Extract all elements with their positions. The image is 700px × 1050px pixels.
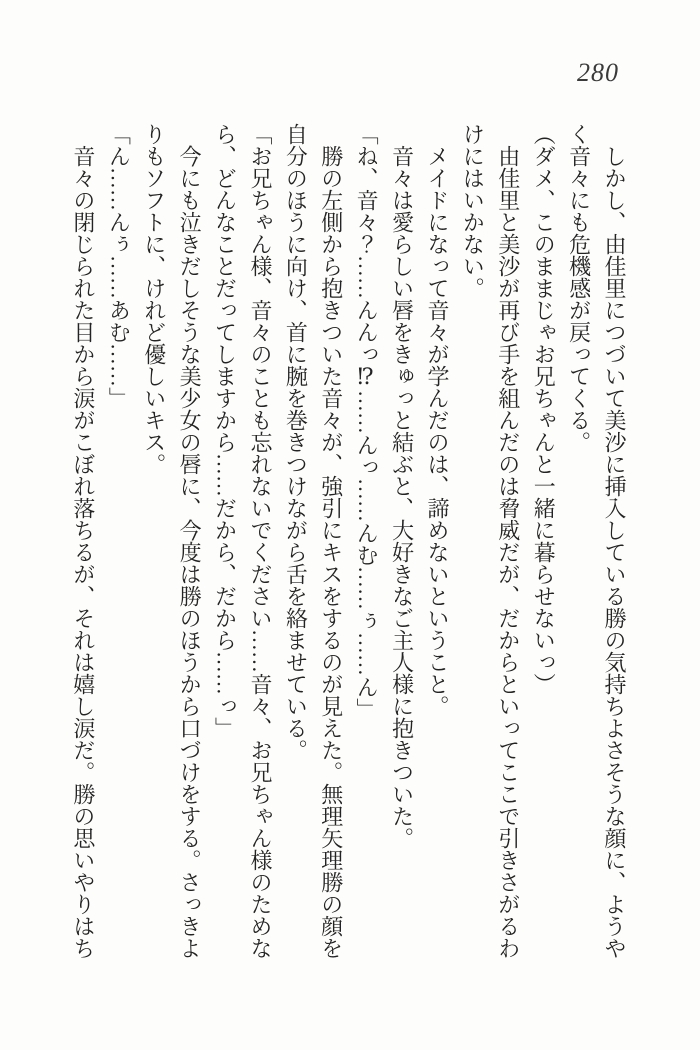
paragraph: 音々の閉じられた目から涙がこぼれ落ちるが、それは嬉し涙だ。勝の思いやりはち bbox=[70, 145, 96, 959]
body-text bbox=[66, 123, 633, 963]
paragraph: 「ね、音々？……んんっ⁉……んっ……んむ……ぅ……ん」 bbox=[354, 123, 380, 720]
page-number: 280 bbox=[577, 58, 619, 87]
paragraph: 「お兄ちゃん様、音々のことも忘れないでください……音々、お兄ちゃん様のためなら、どんなことだってしますから……だから、だから……っ」 bbox=[212, 123, 273, 959]
paragraph: メイドになって音々が学んだのは、諦めないということ。 bbox=[424, 145, 450, 717]
paragraph: 音々は愛らしい唇をきゅっと結ぶと、大好きなご主人様に抱きついた。 bbox=[389, 145, 415, 849]
paragraph: 「ん……んぅ……あむ……」 bbox=[106, 123, 132, 409]
paragraph: 勝の左側から抱きついた音々が、強引にキスをするのが見えた。無理矢理勝の顔を自分のほうに向け、首に腕を巻きつけながら舌を絡ませている。 bbox=[283, 123, 344, 959]
paragraph: しかし、由佳里につづいて美沙に挿入している勝の気持ちよさそうな顔に、ようやく音々にも危機感が戻ってくる。 bbox=[566, 123, 627, 959]
paragraph: 由佳里と美沙が再び手を組んだのは脅威だが、だからといってここで引きさがるわけにはいかない。 bbox=[460, 123, 521, 959]
paragraph: 今にも泣きだしそうな美少女の唇に、今度は勝のほうから口づけをする。さっきよりもソフトに、けれど優しいキス。 bbox=[141, 123, 203, 959]
paragraph: （ダメ、このままじゃお兄ちゃんと一緒に暮らせないっ） bbox=[531, 123, 557, 695]
